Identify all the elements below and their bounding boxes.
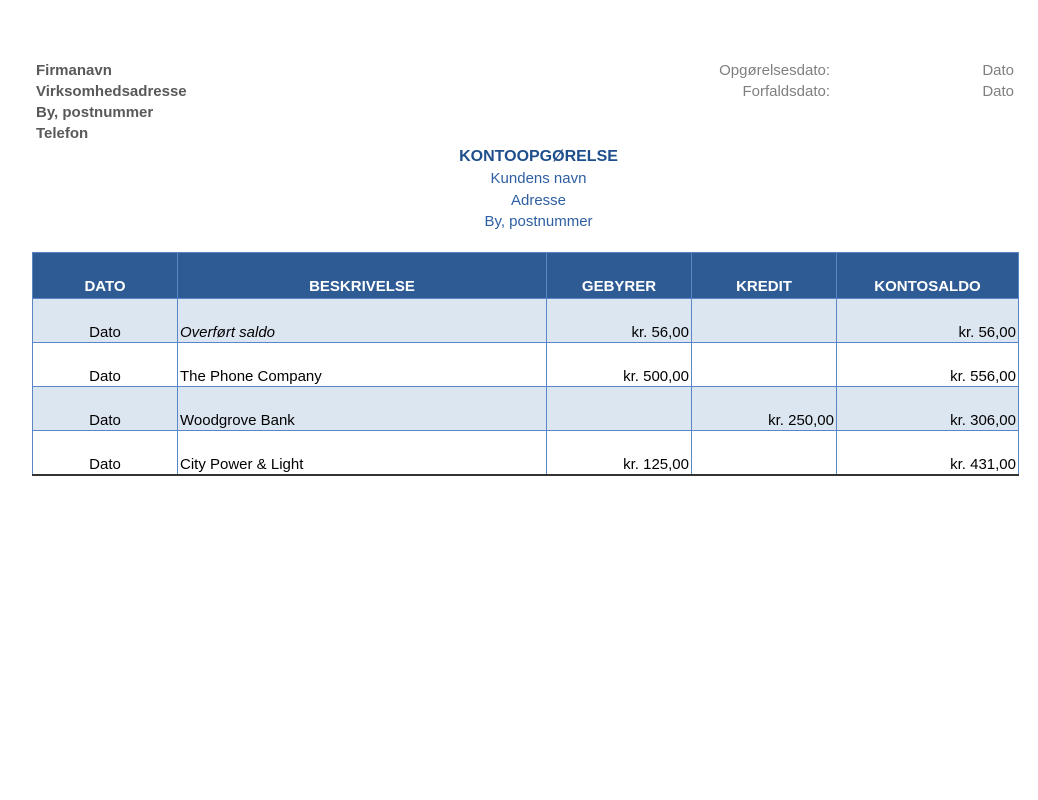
cell-credit[interactable] bbox=[692, 431, 837, 476]
cell-balance[interactable]: kr. 556,00 bbox=[837, 343, 1019, 387]
header-date: DATO bbox=[33, 253, 178, 299]
table-row bbox=[33, 299, 1019, 343]
cell-fees[interactable]: kr. 125,00 bbox=[547, 431, 692, 476]
due-date-label: Forfaldsdato: bbox=[742, 83, 830, 100]
customer-name: Kundens navn bbox=[490, 170, 587, 187]
cell-description[interactable]: Woodgrove Bank bbox=[178, 387, 547, 431]
cell-date[interactable]: Dato bbox=[33, 431, 178, 476]
cell-description[interactable]: The Phone Company bbox=[178, 343, 547, 387]
cell-fees[interactable]: kr. 56,00 bbox=[547, 299, 692, 343]
company-address: Virksomhedsadresse bbox=[36, 83, 187, 100]
cell-credit[interactable] bbox=[692, 343, 837, 387]
company-info bbox=[36, 60, 187, 144]
company-city: By, postnummer bbox=[36, 104, 154, 121]
table-header-row bbox=[33, 253, 1019, 299]
cell-fees[interactable]: kr. 500,00 bbox=[547, 343, 692, 387]
cell-description[interactable]: Overført saldo bbox=[178, 299, 547, 343]
company-phone: Telefon bbox=[36, 125, 89, 142]
table-row bbox=[33, 431, 1019, 476]
statement-date-value: Dato bbox=[982, 62, 1014, 79]
cell-balance[interactable]: kr. 56,00 bbox=[837, 299, 1019, 343]
statement-table bbox=[32, 252, 1019, 476]
table-row bbox=[33, 387, 1019, 431]
statement-dates bbox=[700, 60, 1014, 102]
cell-credit[interactable] bbox=[692, 299, 837, 343]
due-date-row bbox=[700, 81, 1014, 102]
header-balance: KONTOSALDO bbox=[837, 253, 1019, 299]
company-name: Firmanavn bbox=[36, 62, 112, 79]
cell-credit[interactable]: kr. 250,00 bbox=[692, 387, 837, 431]
customer-city: By, postnummer bbox=[484, 213, 593, 230]
due-date-value: Dato bbox=[982, 83, 1014, 100]
statement-date-row bbox=[700, 60, 1014, 81]
customer-address: Adresse bbox=[510, 191, 567, 209]
cell-balance[interactable]: kr. 306,00 bbox=[837, 387, 1019, 431]
page-title: KONTOOPGØRELSE bbox=[459, 148, 618, 165]
header-description: BESKRIVELSE bbox=[178, 253, 547, 299]
cell-date[interactable]: Dato bbox=[33, 387, 178, 431]
cell-date[interactable]: Dato bbox=[33, 343, 178, 387]
cell-balance[interactable]: kr. 431,00 bbox=[837, 431, 1019, 476]
header-fees: GEBYRER bbox=[547, 253, 692, 299]
cell-description[interactable]: City Power & Light bbox=[178, 431, 547, 476]
table-row bbox=[33, 343, 1019, 387]
cell-date[interactable]: Dato bbox=[33, 299, 178, 343]
statement-date-label: Opgørelsesdato: bbox=[719, 62, 830, 79]
statement-header bbox=[0, 146, 1038, 233]
header-credit: KREDIT bbox=[692, 253, 837, 299]
cell-fees[interactable] bbox=[547, 387, 692, 431]
